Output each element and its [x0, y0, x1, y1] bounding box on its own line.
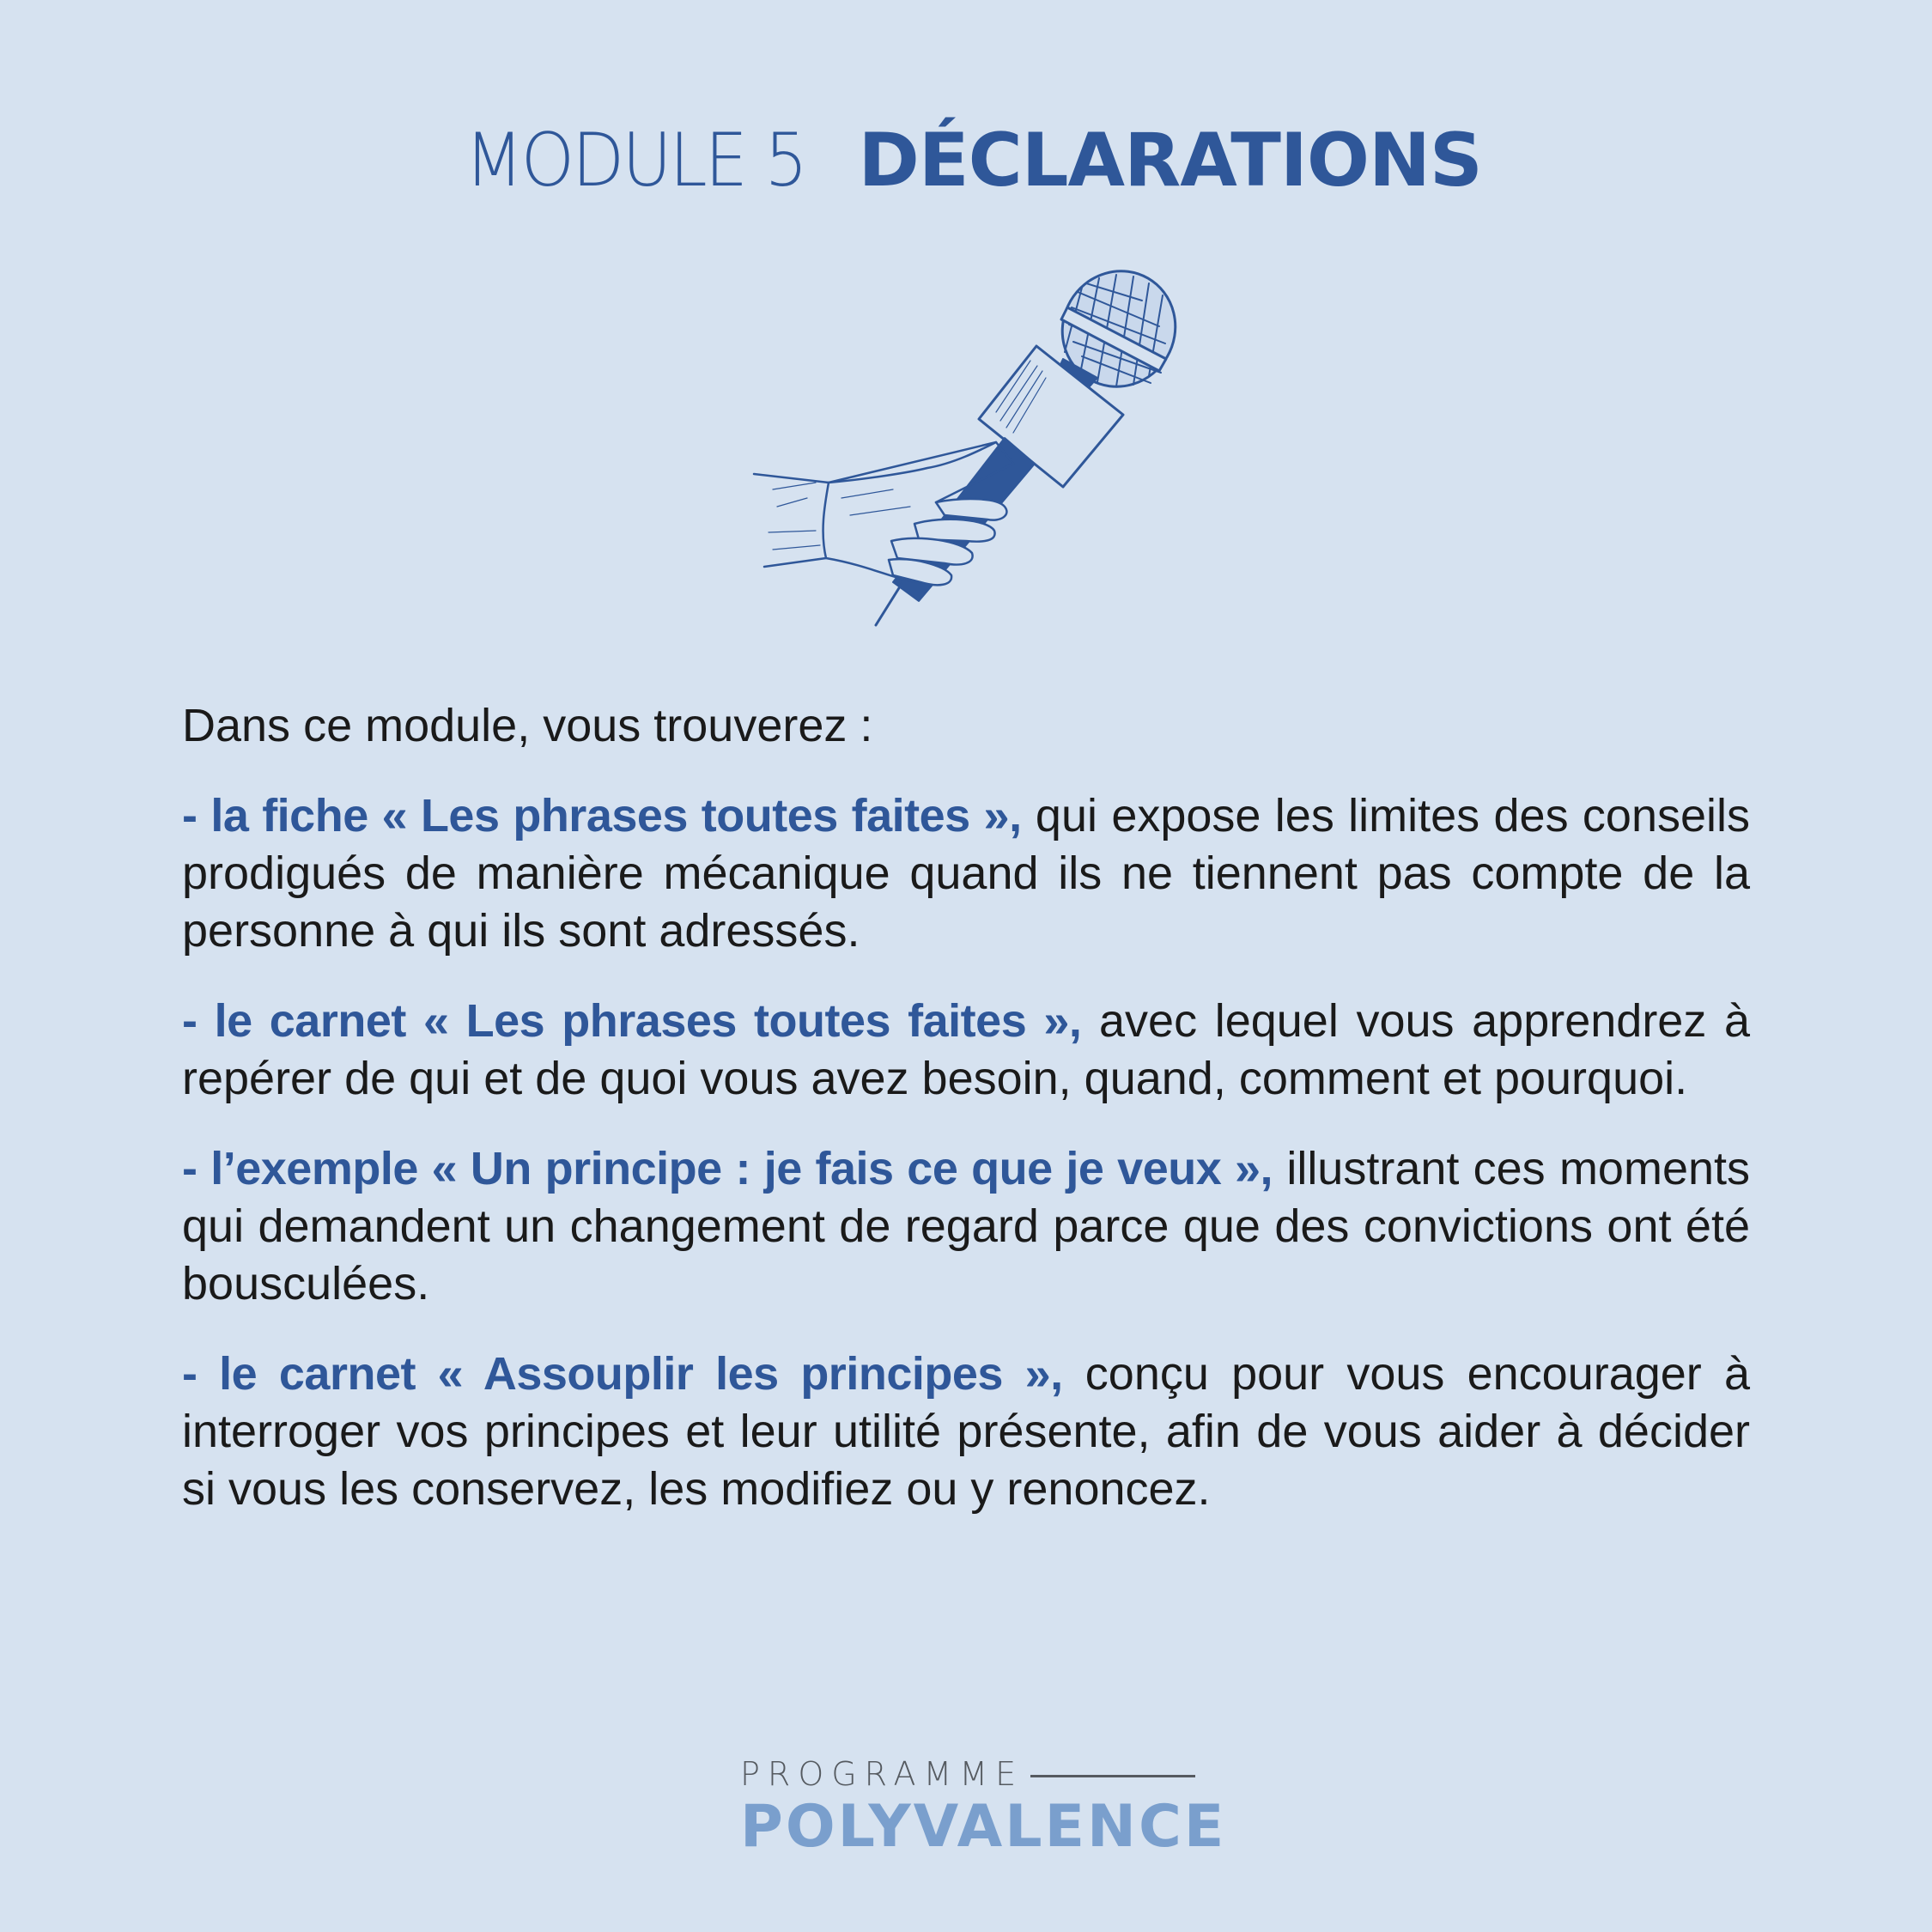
list-item	[182, 1346, 1750, 1518]
programme-row	[740, 1755, 1195, 1793]
list-item	[182, 787, 1750, 960]
item-highlight: - la fiche « Les phrases toutes faites »,	[182, 790, 1022, 841]
module-title: DÉCLARATIONS	[858, 118, 1482, 204]
list-item	[182, 993, 1750, 1108]
module-description	[182, 697, 1750, 1551]
page-title	[0, 113, 1932, 208]
programme-label: PROGRAMME	[740, 1755, 1024, 1793]
brand-name: POLYVALENCE	[740, 1793, 1227, 1861]
item-text: avec lequel vous apprendrez à repérer de qui et de quoi vous avez besoin, quand, comment et pourquoi.	[182, 995, 1750, 1104]
item-text: conçu pour vous encourager à interroger vos principes et leur utilité présente, afin de vous aider à décider si vous les conservez, les modifiez ou y renoncez.	[182, 1348, 1751, 1515]
divider-line	[1030, 1775, 1195, 1777]
hand-holding-microphone-icon	[738, 258, 1185, 627]
module-label: MODULE 5	[465, 118, 806, 204]
item-text: qui expose les limites des conseils prodigués de manière mécanique quand ils ne tiennent pas compte de la personne à qui ils sont adressés.	[182, 790, 1751, 957]
program-logo	[740, 1755, 1227, 1861]
hand	[754, 442, 1013, 585]
list-item	[182, 1140, 1750, 1313]
item-text: illustrant ces moments qui demandent un changement de regard parce que des convictions ont été bousculées.	[182, 1143, 1751, 1309]
item-highlight: - le carnet « Assouplir les principes »,	[182, 1348, 1063, 1400]
item-highlight: - le carnet « Les phrases toutes faites »,	[182, 995, 1082, 1047]
intro-text: Dans ce module, vous trouverez :	[182, 700, 873, 751]
item-highlight: - l’exemple « Un principe : je fais ce que je veux »,	[182, 1143, 1273, 1194]
